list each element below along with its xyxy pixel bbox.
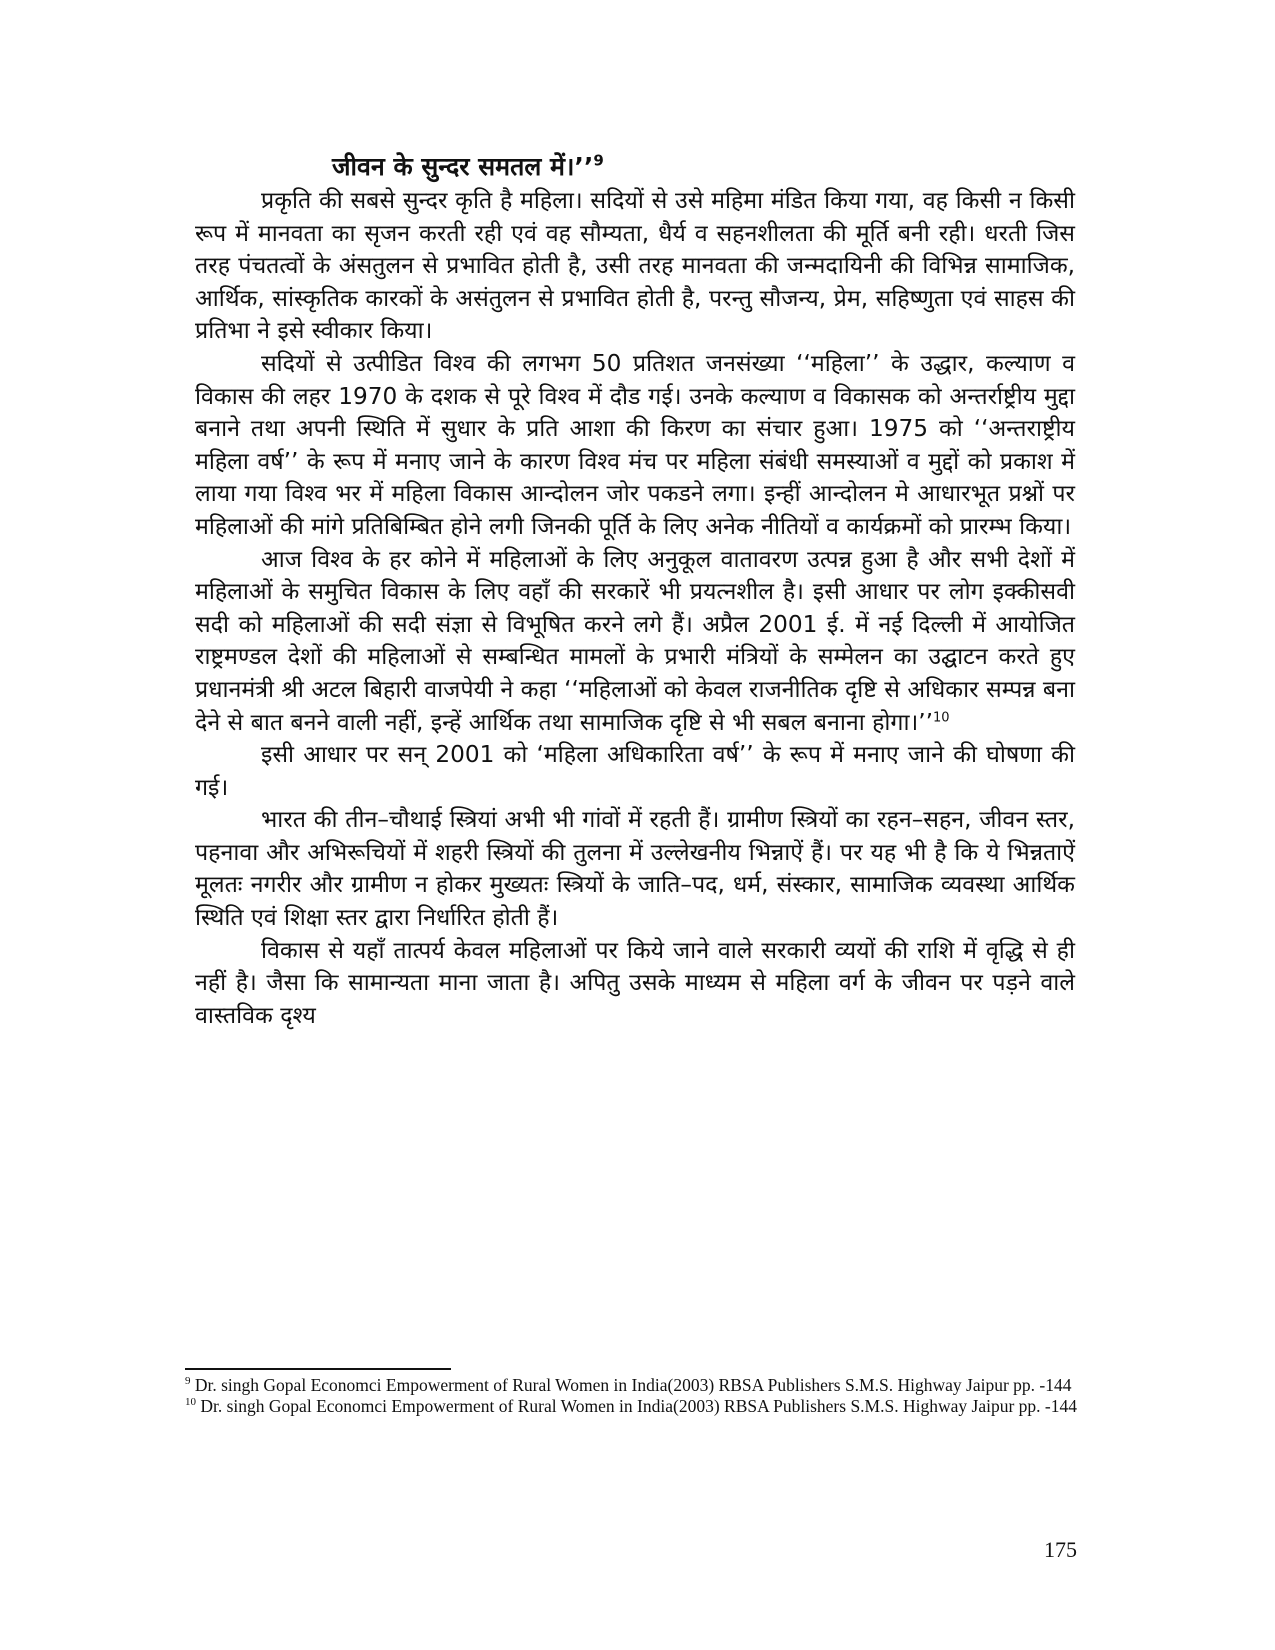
paragraph-text: सदियों से उत्पीडित विश्व की लगभग 50 प्रतिशत जनसंख्या ‘‘महिला’’ के उद्धार, कल्याण व विकास की लहर 1970 के दशक से पूरे विश्व में दौड गई। उनके कल्याण व विकासक को अन्तर्राष्ट्रीय मुद्दा बनाने तथा अपनी स्थिति में सुधार के प्रति आशा की किरण का संचार हुआ। 1975 को ‘‘अन्तराष्ट्रीय महिला वर्ष’’ के रूप में मनाए जाने के कारण विश्व मंच पर महिला संबंधी समस्याओं व मुद्दों को प्रकाश में लाया गया विश्व भर में महिला विकास आन्दोलन जोर पकडने लगा। इन्हीं आन्दोलन मे आधारभूत प्रश्नों पर महिलाओं की मांगे प्रतिबिम्बित होने लगी जिनकी पूर्ति के लिए अनेक नीतियों व कार्यक्रमों को प्रारम्भ किया। — [195, 349, 1075, 540]
footnote — [185, 1375, 1085, 1396]
paragraph — [195, 348, 1075, 544]
paragraph-text: प्रकृति की सबसे सुन्दर कृति है महिला। सदियों से उसे महिमा मंडित किया गया, वह किसी न किसी रूप में मानवता का सृजन करती रही एवं वह सौम्यता, धैर्य व सहनशीलता की मूर्ति बनी रही। धरती जिस तरह पंचतत्वों के अंसतुलन से प्रभावित होती है, उसी तरह मानवता की जन्मदायिनी की विभिन्न सामाजिक, आर्थिक, सांस्कृतिक कारकों के असंतुलन से प्रभावित होती है, परन्तु सौजन्य, प्रेम, सहिष्णुता एवं साहस की प्रतिभा ने इसे स्वीकार किया। — [195, 187, 1075, 345]
section-heading — [332, 150, 604, 184]
body-text — [195, 185, 1075, 1032]
footnotes — [185, 1375, 1085, 1417]
paragraph-text: इसी आधार पर सन् 2001 को ‘महिला अधिकारिता वर्ष’’ के रूप में मनाए जाने की घोषणा की गई। — [195, 741, 1075, 801]
footnote — [185, 1396, 1085, 1417]
footnote-ref: 9 — [593, 151, 604, 170]
footnote-text: Dr. singh Gopal Economci Empowerment of Rural Women in India(2003) RBSA Publishers S.M.S. Highway Jaipur pp. -144 — [194, 1375, 1072, 1395]
page-number: 175 — [1044, 1537, 1077, 1562]
paragraph — [195, 185, 1075, 348]
footnote-number: 9 — [185, 1375, 191, 1388]
footnote-divider — [185, 1368, 451, 1370]
heading-text: जीवन के सुन्दर समतल में।’’ — [332, 152, 594, 181]
paragraph — [195, 739, 1075, 804]
paragraph — [195, 804, 1075, 934]
footnote-text: Dr. singh Gopal Economci Empowerment of Rural Women in India(2003) RBSA Publishers S.M.S. Highway Jaipur pp. -144 — [200, 1396, 1077, 1416]
paragraph-text: विकास से यहाँ तात्पर्य केवल महिलाओं पर किये जाने वाले सरकारी व्ययों की राशि में वृद्धि से ही नहीं है। जैसा कि सामान्यता माना जाता है। अपितु उसके माध्यम से महिला वर्ग के जीवन पर पड़ने वाले वास्तविक दृश्य — [195, 936, 1075, 1029]
footnote-ref: 10 — [932, 709, 950, 725]
paragraph — [195, 935, 1075, 1033]
paragraph — [195, 544, 1075, 740]
paragraph-text: भारत की तीन–चौथाई स्त्रियां अभी भी गांवों में रहती हैं। ग्रामीण स्त्रियों का रहन–सहन, जीवन स्तर, पहनावा और अभिरूचियों में शहरी स्त्रियों की तुलना में उल्लेखनीय भिन्नाऐं हैं। पर यह भी है कि ये भिन्नताऐं मूलतः नगरीर और ग्रामीण न होकर मुख्यतः स्त्रियों के जाति–पद, धर्म, संस्कार, सामाजिक व्यवस्था आर्थिक स्थिति एवं शिक्षा स्तर द्वारा निर्धारित होती हैं। — [195, 806, 1075, 932]
paragraph-text: आज विश्व के हर कोने में महिलाओं के लिए अनुकूल वातावरण उत्पन्न हुआ है और सभी देशों में महिलाओं के समुचित विकास के लिए वहाँ की सरकारें भी प्रयत्नशील है। इसी आधार पर लोग इक्कीसवी सदी को महिलाओं की सदी संज्ञा से विभूषित करने लगे हैं। अप्रैल 2001 ई. में नई दिल्ली में आयोजित राष्ट्रमण्डल देशों की महिलाओं से सम्बन्धित मामलों के प्रभारी मंत्रियों के सम्मेलन का उद्घाटन करते हुए प्रधानमंत्री श्री अटल बिहारी वाजपेयी ने कहा ‘‘महिलाओं को केवल राजनीतिक दृष्टि से अधिकार सम्पन्न बना देने से बात बनने वाली नहीं, इन्हें आर्थिक तथा सामाजिक दृष्टि से भी सबल बनाना होगा।’’ — [195, 545, 1075, 736]
footnote-number: 10 — [185, 1396, 196, 1409]
